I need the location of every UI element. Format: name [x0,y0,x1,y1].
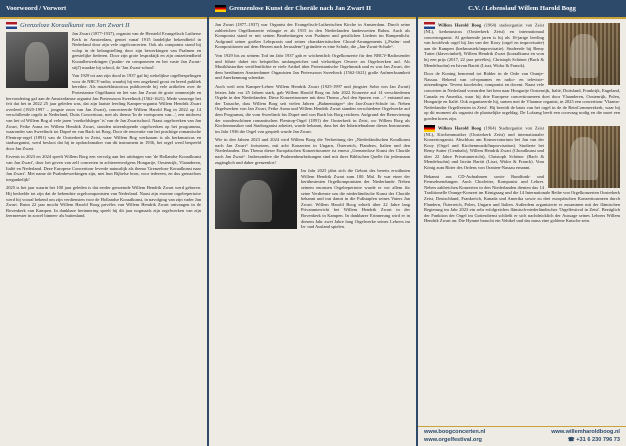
bio-name: Willem Harold Boog [438,125,482,131]
column-header-text: C.V. / Lebenslauf Willem Harold Bogg [468,5,576,12]
panel-foreword-de [209,0,416,446]
dutch-flag-icon [424,22,435,29]
paragraph: Willem Harold Boog (1964) Stadtorganist von Zeist (NL), Kirchenmusiker (Oosterkerk Zeist) und internationaler Konzertorganist. Abschluss am Konservatorium bei Jan van der Kooy (Orgel und Kirchenmusik/Improvisation). Studierte bei Remy Sutter (Cembalo), Willem Hendrik Zwart (Choralkunst und über 22 Jahre Privatunterricht), Christoph Schöner (Bach & Mendelssohn) und István Baróti (Liszt, Widor & Franck). Vom König zum Ritter des Ordens von Oranien-Nassau ernannt. [424,125,544,171]
column-header [418,0,626,19]
paragraph: Door de Koning benoemd tot Ridder in de Orde van Oranje-Nassau. Bekend van cd-opnames en radio- en televisie-uitzendingen. Tevens koorleider, componist en docent. Naast vele concerten in Nederland voerarden het hem naar Hongarije Oostenrijk, Italië, Duitsland, Frankrijk, Engeland, Canada en Amerika, waar hij drie Europese concerttourneen doet door Vlaanderen, Oostenrijk, Polen, Hongarije en Italië. Ook organiseerde hij, samen met de Vlaamse organist, in 2023 een concerttour 'Vlaams-Nederlandse Orgelfeesten in Zeist'. Hij bereidt de basis van het orgel in de de ReinCommerzkerk, waar hij op dit moment als organist de plaatselijke orgeldag. De Lofzang heeft een coorvaag nodig en die moet een goeden koers zijn. [424,71,620,121]
contact-footer [418,426,626,446]
column-header-text: Grenzenlose Kunst der Choräle nach Jan Zwart II [229,5,372,12]
photo-organist-de [548,126,620,188]
column-header-text: Voorwoord / Vorwort [6,5,67,12]
subtitle [6,22,201,29]
german-flag-icon [215,5,226,12]
website-link[interactable]: www.willemharoldboog.nl [551,429,620,435]
paragraph: Jan Zwart (1877-1937), organist van de Hersteld Evangelisch Lutherse Kerk in Amsterdam, geniet vanaf 1915 landelijke bekendheid in Nederland door zijn vele orgelconcerten. Ook als componist stond hij volop in de belangstelling door zijn bewerkingen van Psalmen en geestelijke liederen. Door zijn grote lespraktijk en zijn ontzettendheid Koraalbewerkingen ('psalm- en componeren en het vaste Jan Zwart-stijl') maakte hij school, de 'Jan Zwart-school'. [72,31,201,70]
photo-organist-nl [548,23,620,85]
website-link[interactable]: www.boogconcerten.nl [424,429,486,435]
paragraph: Wie in den Jahren 2023 und 2024 wird Willem Boog die Verbreitung der „Niederländischen Koralkunst nach Jan Zwart“ fortsetzen, mit acht Konzerten in Ungarn, Österreich, Flandern, Italien und den Niederlanden. Das Thema dieser Europäischen Konzerttournee ist erneut „Grenzenlose Kunst der Choräle nach Jan Zwart“. Insbesondere die Psalmenbearbeitungen sind mit ihrer Biblischen Quelle für jedermann zugänglich und daher grenzenlos! [215,137,410,165]
paragraph: 2025 is het jaar waarin het 100 jaar geleden is dat eerder genoemde Willem Hendrik Zwart werd geboren. Hij bedoelde tot zijn dat de bekendste orgelcomponisten van Nederland. Naast zijn enorme orgelrepertoire werd hij vooral bekend om zijn verdiensten voor de Hollandse Koraalkunst, in navolging van zijn vader Jan Zwart. Ruim 22 jaar mocht Willem Harold Boog privéles van Willem Hendrik Zwart ontvangen in de Bovenkerk van Kampen. In dankbare herinnering speelt hij dit jaar nogmaals zijn orgelwerken van zijn leermeester in zowel binnen- als buitenland. [6,185,201,219]
dutch-flag-icon [6,22,17,29]
paragraph: Im Jahr 2025 jährt sich die Geburt des bereits erwähnten Willem Hendrik Zwart zum 100. Mal. Er war einer der berühmtesten Orgelkomponisten der Niederlande. Neben seinem enormen Orgelrepertoire wurde er vor allem für seine Verdienste um die niederländische Kunst der Choräle bekannt und trat damit in die Fußstapfen seines Vaters Jan Zwart. Willem Harold Boog erhielt über 22 Jahre lang Privatunterricht bei Willem Hendrik Zwart in der Bovenkerk in Kampen. In dankbarer Erinnerung wird er in diesem Jahr zwei Jahre lang Orgelwerke seines Lehrers im In- und Ausland spielen. [301,168,410,230]
subtitle-text: Grenzeloze Koraalkunst van Jan Zwart II [20,22,130,29]
column-header [0,0,207,19]
paragraph: Ervenis in 2023 en 2024 speelt Willem Borg een vervolg aan het uitdragen van 'de Hollandse Koraalkunst van Jan Zwart', door het geven van zelf concerten in achtereenvolgens Hongarije, Oostenrijk, Vlaanderen, Italië en Nederland. Deze Europese Concerttour leverde natuurlijk als thema 'Grenzeloze Koraalkunst naar Jan Zwart'. Met name de Psalmbewerkingen zijn, met hun Bijbelse bron, voor iedereen, en dus grenzeloos toegankelijk! [6,154,201,182]
column-body [209,19,416,230]
paragraph: Von 1929 bis zu seinem Tod im Jahr 1937 gab er wöchentlich Orgelkonzerte für den NRCV-Radiosender und führte dabei ein beispiellos umfangreiches und vielseitiges Oeuvre an Orgelwerken auf. Als Musikhistoriker veröffentlichte er viele Artikel über Protestantische Orgelmusik und es war Jan Zwart, der dem berühmten Amsterdamer Organisten Jan Pieterszoon Sweelinck (1562-1621) große Aufmerksamkeit und Anerkennung schenkte. [215,52,410,81]
portrait-photo-jan-zwart [6,32,68,88]
paragraph: Bekannt aus CD-Aufnahmen sowie Rundfunk- und Fernsehsendungen. Auch Chorleiter, Komponist und Lehrer. Neben zahlreichen Konzerten in den Niederlanden dienten das 14 Traditionelle Orange-Konzert im Königsaag und die 14 Internationale Reihe von Orgelkonzerten Oosterkerk Zeist, Deutschland, Frankreich, Kanada und Amerika sowie zu drei europäischen Konzerttourneen durch Flandern, Österreich, Polen, Ungarn und Italien. Außerdem organisierte er zusammen mit der flämischen Regierung im Jahr 2023 ein sehr erfolgreiches flämisch-niederländisches 'Orgelfestival in Zeist'. Bezüglich der Funktion der Orgel im Gottesdienst schließt er sich nachdrücklich der Aussage seines Lehrers Willem Hendrik Zwart an: Die Hymne braucht ein Vehikel und das muss eine goldene Kutsche sein. [424,173,620,224]
phone-icon: ☎ [567,436,577,443]
column-body [0,19,207,219]
paragraph: Van 1929 tot aan zijn dood in 1937 gaf hij wekelijkse orgelbespelingen voor de NRCV-radio; waarbij hij een ongekend groot en breed publiek bereikte. Als muziekhistoricus publiceerde hij vele artikelen over de Protestantse Orgelkunst en het van Jan Zwart de grote ommezijde en hervondering gaf aan de Amsterdamse organist Jan Pieterszoon Sweelinck (1562-1621). Mede vanwege het feit dat het in 2022 25 jaar geleden was, dat zijn laatste leerling Kamper-organist Willem Hendrik Zwart overleed (1925-1997 – jongste zoon van Jan Zwart), concerteerde Willem Harold Bog in 2022 op 14 verschillende orgels in Nederland, Duits Concerttour, met als thema 'In de voetsporen van...', een midwest van het cd Willem Bog al vele jaren 'voetkeldsleger' is' van de Jan Zwartschool. Naast orgelwerken van Jan Zwart, Feike Asma en Willem Hendrik Zwart, stonden uiteenlopende orgelwerken op het programma, waaronder van Sweelinck tot Dupré en van Bach tot Borg. Door de renovatie van het prachtige romantische Flentrop-orgel (1891) van de Oosterkerk in Zeist, waar Willem Bog werkzaam is als kerkmusicus en stadsorganist, werd besloot dat hij in opdrachtmaker van dit instrument in 1936, het orgel werd bespeeld door Jan Zwart. [6,73,201,151]
bio-name: Willem Harold Boog [438,22,482,28]
paragraph: Jan Zwart (1877–1937) war Organist der Evangelisch-Lutherischen Kirche in Amsterdam. Durch seine zahlreichen Orgelkonzerte erlangte er ab 1915 in den Niederlanden landesweiten Ruhm. Auch als Komponist stand er mit seinen Bearbeitungen von Psalmen und geistlichen Liedern im Rampenlicht. Aufgrund seiner großen Lehrpraxis und seiner charakteristischen Choral-Arrangements („Psalm- und Kompositionen auf dem Herzen nach Jerusalem“) gründete er eine Schule, die „Jan-Zwart-Schule“. [215,22,410,50]
german-flag-icon [424,125,435,132]
panel-cv [418,0,626,446]
panel-foreword-nl [0,0,207,446]
column-header [209,0,416,19]
paragraph: Auch weil sein Kamper-Lehrer Willem Hendrik Zwart (1925-1997 und jüngster Sohn von Jan Zwart) letztes Jahr vor 25 Jahren starb, gab Willem Harold Borg im Jahr 2022 Konzerte auf 14 verschiedenen Orgeln in den Niederlanden. Diese Konzerttournee mit dem Thema „Auf den Spuren von ...“ entstand aus der Tatsache, dass Willem Borg seit vielen Jahren „Bahnenträger“ der Jan-Zwart-Schule ist. Neben Orgelwerken von Jan Zwart, Feike Asma und Willem Hendrik Zwart standen verschiedene Orgelwerke auf dem Programm, die vom Sweelinck bis Dupré und von Bach bis Borg reichten. Aufgrund der Renovierung der wunderschönen romantischen Flentrop-Orgel (1891) der Oosterkerk in Zeist, wo Willem Borg als Kirchenmusiker und Stadtorganist arbeitet, wurde bekannt, dass bei der Inbetriebnahme dieses Instruments im Jahr 1936 die Orgel von gespielt wurde Jan Zwart. [215,83,410,134]
photo-willem-hendrik-zwart-at-organ [215,169,297,229]
column-body [418,19,626,224]
paragraph: Willem Harold Boog (1964) stadsorganist van Zeist (NL), kerkmusicus (Oosterkerk Zeist) en internationaal concertorganist. Al gedurende jaren is hij als 16-jarige leerling van hoofdvak orgel bij Jan van der Kooy (orgel en improvisatie) aan de Kampen (kerkmusiek/improvisatie). Studeerde hij Remy Tuiter (klavecimbel), Willem Hendrik Zwart (koraalkunst en won hij een prijs (2017, 22 jaar privéles), Christoph Schöner (Bach & Mendelssohn) en Istvan Baróti (Liszt, Widor & Franck). [424,22,544,68]
website-link[interactable]: www.orgelfestival.org [424,436,482,443]
phone-number: ☎ +31 6 230 796 73 [567,436,620,443]
